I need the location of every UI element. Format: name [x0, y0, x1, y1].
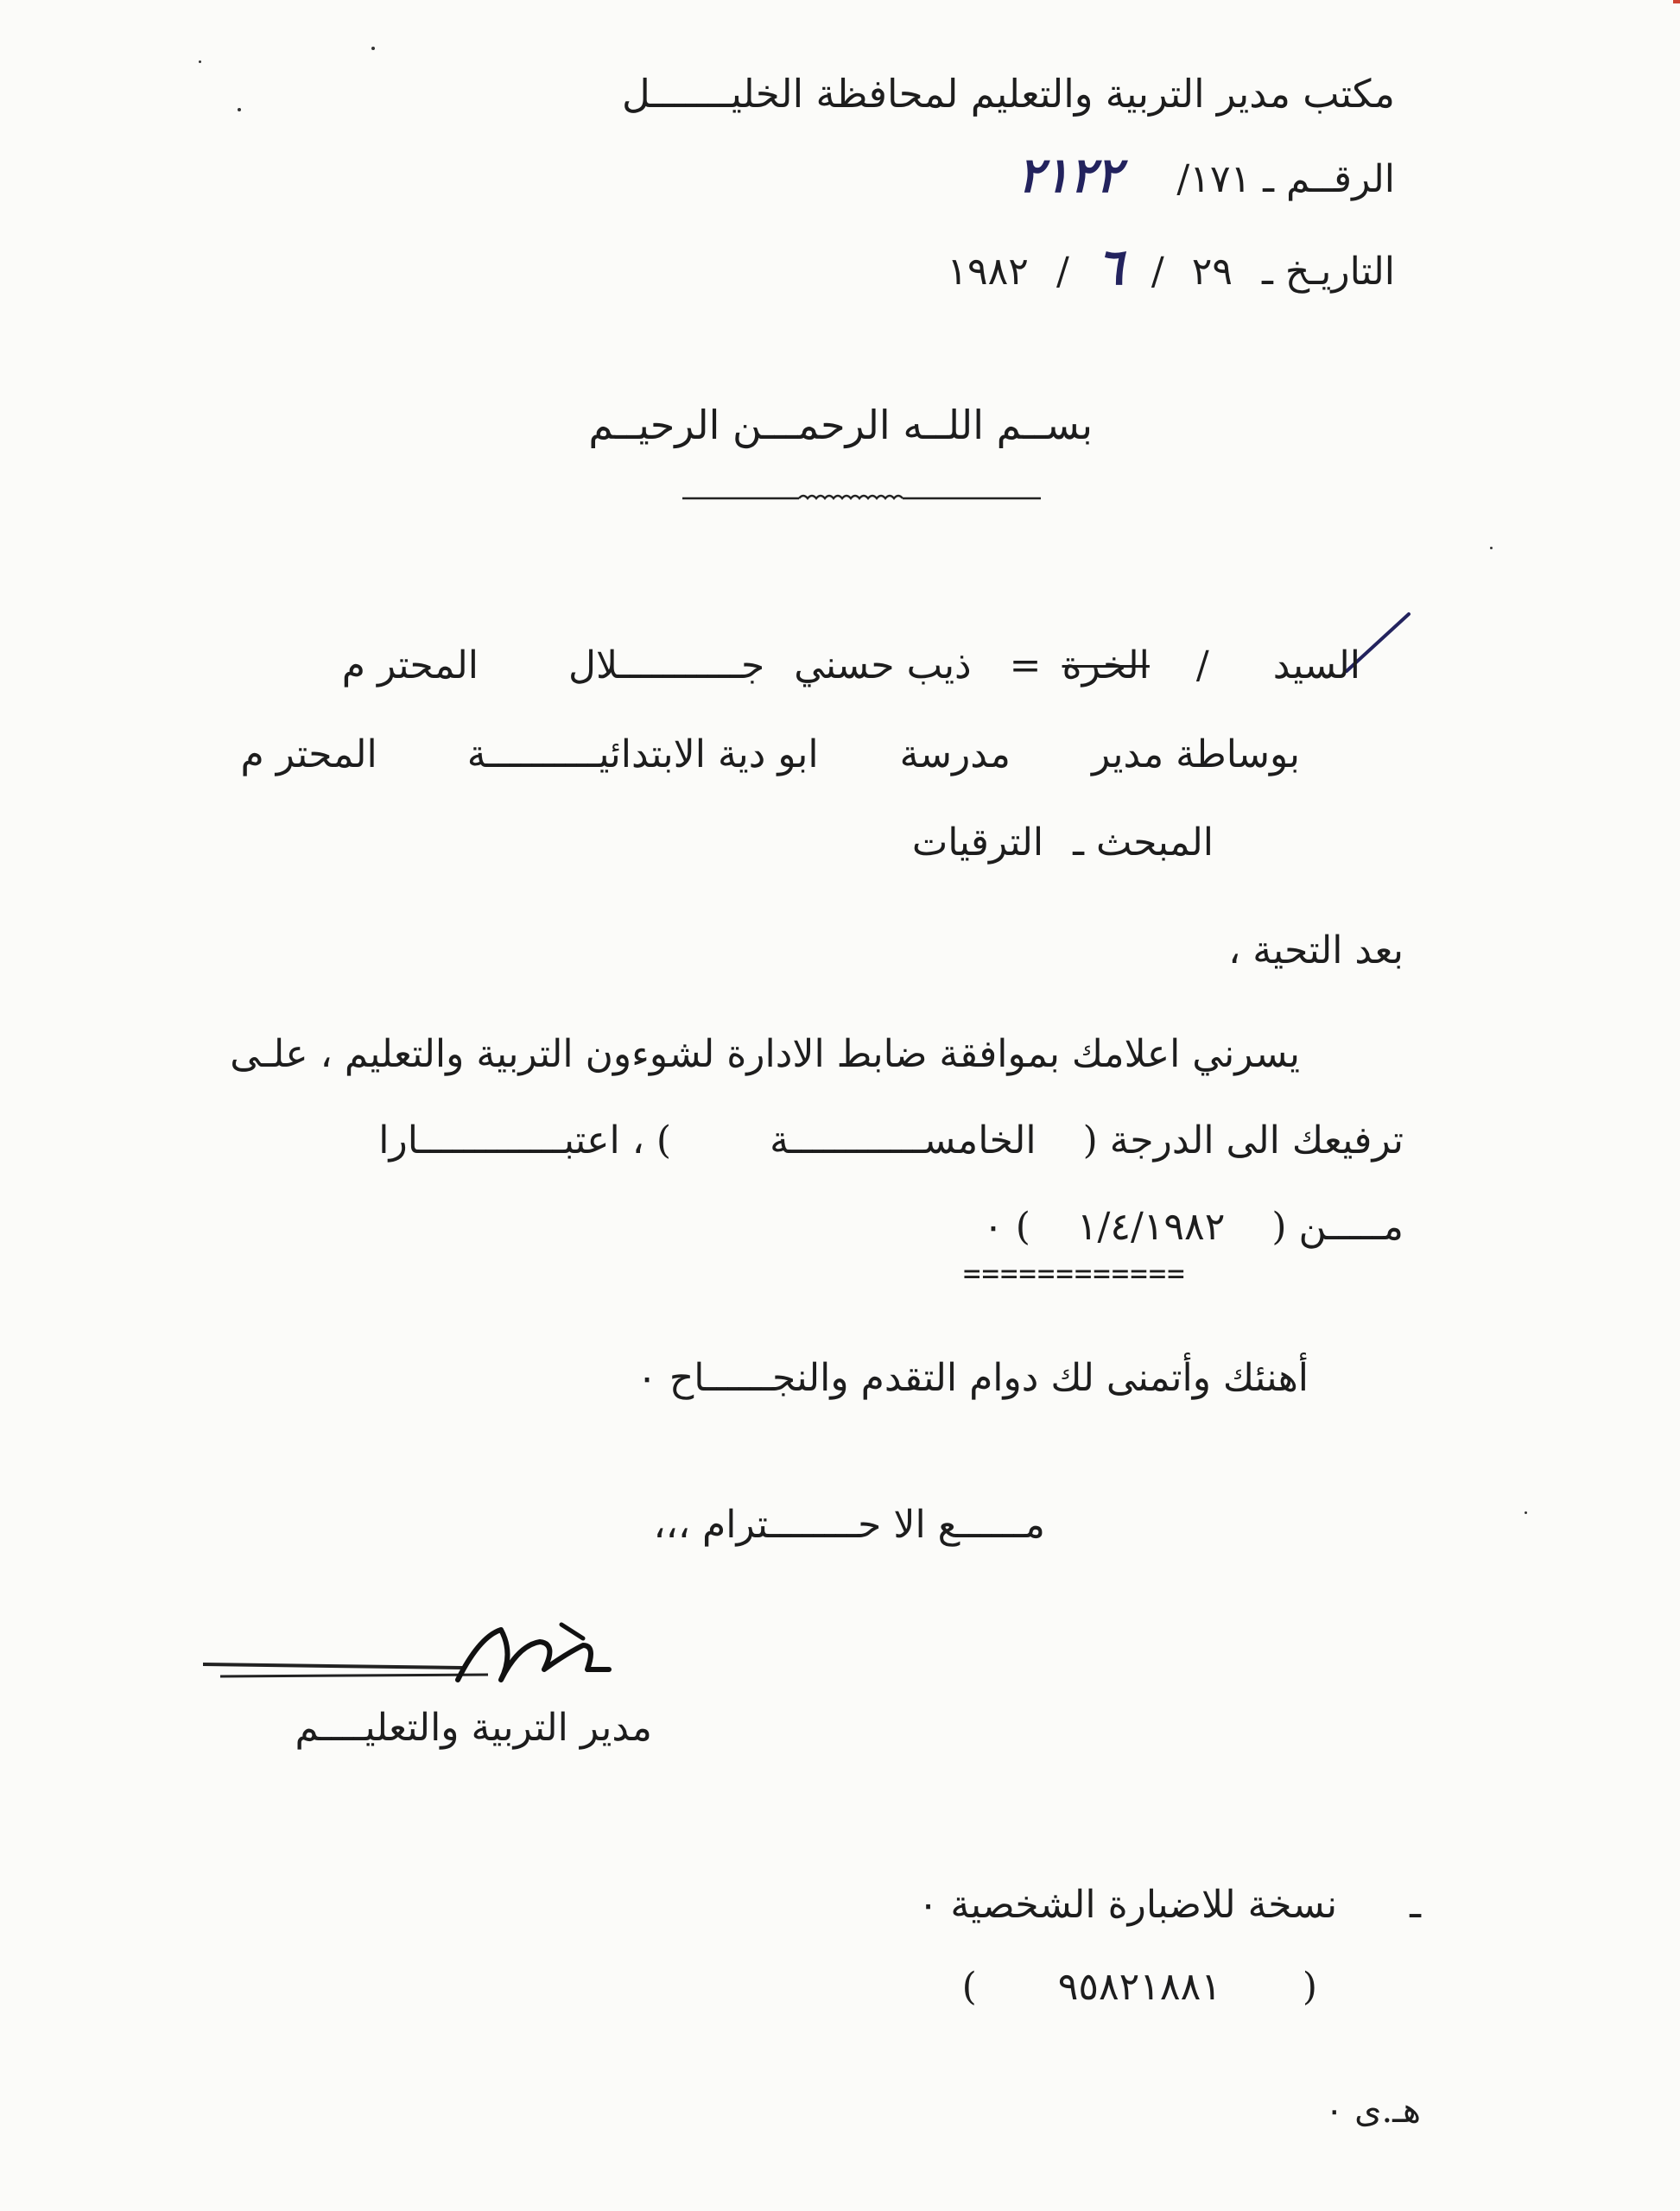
via-school-name: ابو دية الابتدائيــــــــــة: [466, 732, 819, 776]
greeting: بعد التحية ،: [1228, 928, 1404, 972]
subject-value: الترقيات: [911, 820, 1044, 865]
recipient-honorific: المحتر م: [341, 643, 479, 687]
subject-label: المبحث ـ: [1073, 820, 1214, 865]
reference-line: [1018, 147, 1395, 205]
recipient-name-last: جـــــــــــلال: [568, 643, 765, 687]
signatory-title: مدير التربية والتعليــــم: [295, 1706, 652, 1750]
copy-note: نسخة للاضبارة الشخصية ٠: [917, 1883, 1338, 1927]
body-line-3-suffix: ) ٠: [983, 1205, 1030, 1249]
reference-number-handwritten: ٢١٢٢: [1018, 148, 1122, 204]
body-line-3: [983, 1205, 1404, 1251]
red-edge-mark: [1673, 0, 1680, 3]
reference-label: الرقــم ـ: [1263, 157, 1395, 201]
speck: [371, 47, 375, 50]
recipient-separator: /: [1195, 643, 1209, 687]
speck: [1490, 547, 1493, 549]
recipient-line: السيد / الخرة = ذيب حسني جـــــــــــلال المحتر م: [341, 643, 1360, 687]
speck: [199, 60, 201, 63]
file-number-line: [962, 1965, 1317, 2011]
reference-number: ١٧١/: [1176, 157, 1252, 201]
copy-dash: ـ: [1410, 1883, 1421, 1927]
date-line: [947, 238, 1395, 298]
date-year: ١٩٨٢: [947, 250, 1029, 294]
wish-line: أهنئك وأتمنى لك دوام التقدم والنجــــــاح ٠: [637, 1356, 1309, 1400]
office-header: مكتب مدير التربية والتعليم لمحافظة الخليـــــــل: [622, 71, 1395, 117]
body-grade: الخامســــــــــــة: [770, 1118, 1037, 1163]
via-school-word: مدرسة: [899, 732, 1011, 776]
speck: [1525, 1511, 1527, 1514]
via-line: [241, 732, 1300, 778]
via-honorific: المحتر م: [240, 732, 377, 776]
via-prefix: بوساطة مدير: [1091, 732, 1300, 776]
basmala-underline: [682, 488, 1045, 505]
recipient-struck-text: الخرة: [1062, 643, 1150, 687]
date-month-handwritten: ٦: [1096, 238, 1124, 296]
body-line-2: [378, 1118, 1404, 1164]
body-effective-date: ١/٤/١٩٨٢: [1076, 1205, 1226, 1249]
file-number-close-paren: ): [961, 1965, 977, 2009]
file-number: ٩٥٨٢١٨٨١: [1057, 1965, 1221, 2009]
basmala: بســم اللــه الرحمـــن الرحيــم: [588, 402, 1093, 448]
file-number-open-paren: (: [1302, 1965, 1317, 2009]
date-separator: /: [1056, 250, 1069, 294]
body-line-3-prefix: مـــــن (: [1271, 1205, 1404, 1249]
date-label: التاريـخ ـ: [1262, 250, 1395, 294]
speck: [238, 108, 241, 111]
recipient-name-first: ذيب حسني: [794, 643, 972, 687]
subject-line: [912, 820, 1214, 866]
date-separator: /: [1151, 250, 1164, 294]
copy-note-line: [918, 1883, 1421, 1929]
date-day: ٢٩: [1191, 250, 1233, 294]
signature-scribble: [203, 1619, 618, 1706]
body-line-2-start: ترفيعك الى الدرجة (: [1082, 1118, 1404, 1163]
recipient-title: السيد: [1272, 643, 1360, 687]
body-line-1: يسرني اعلامك بموافقة ضابط الادارة لشوءون التربية والتعليم ، علـى: [230, 1032, 1300, 1076]
typist-initials: هـ.ى ٠: [1324, 2091, 1421, 2131]
body-line-2-end: ) ، اعتبـــــــــــــارا: [378, 1118, 672, 1163]
closing-line: مــــــع الا حــــــــترام ،،،: [653, 1503, 1045, 1547]
double-rule: ============: [963, 1257, 1186, 1291]
